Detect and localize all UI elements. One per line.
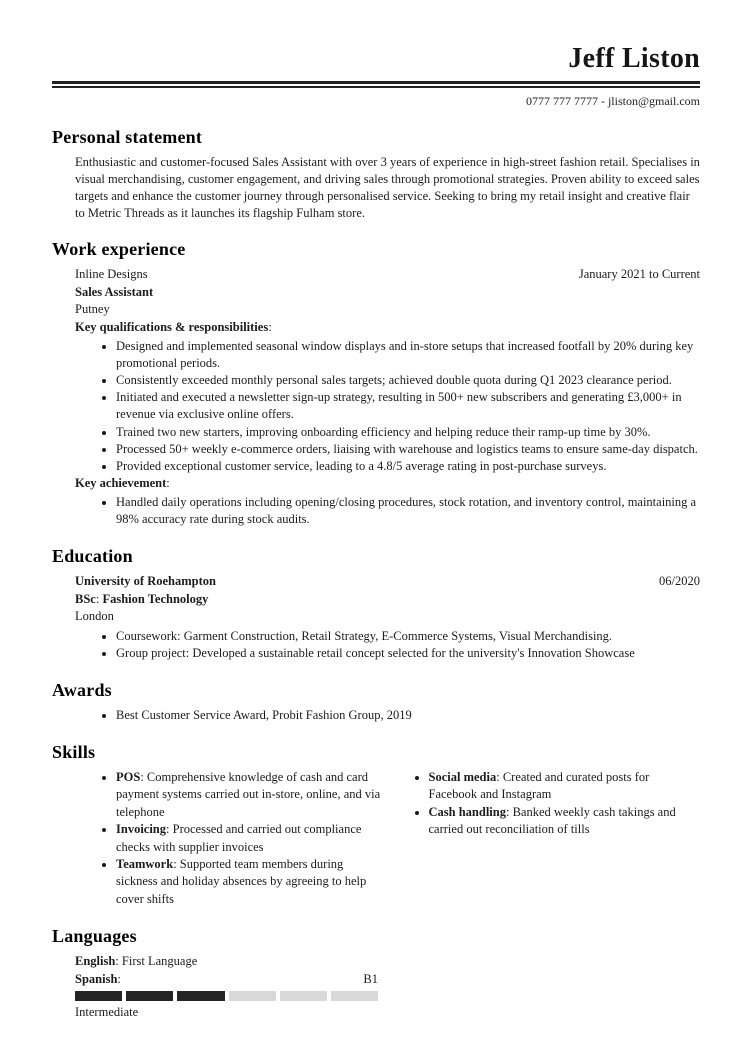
achievement-label: Key achievement: (75, 475, 170, 490)
language-level-segment (126, 991, 173, 1001)
language-spanish: Spanish: B1 (75, 971, 378, 988)
language-level-segment (331, 991, 378, 1001)
list-item: • Consistently exceeded monthly personal sales targets; achieved double quota during Q1 2023 clearance period. (116, 372, 700, 389)
section-title-education: Education (52, 546, 133, 567)
responsibilities-list (75, 338, 700, 475)
awards-list (75, 707, 700, 724)
skill-item: • Invoicing: Processed and carried out compliance checks with supplier invoices (116, 821, 388, 856)
list-item: • Best Customer Service Award, Probit Fashion Group, 2019 (116, 707, 700, 724)
skills-columns (75, 769, 700, 908)
section-title-work-experience: Work experience (52, 239, 186, 260)
language-level-code: B1 (363, 971, 378, 986)
language-level-segment (177, 991, 224, 1001)
skill-item: • POS: Comprehensive knowledge of cash and card payment systems carried out in-store, online, and via telephone (116, 769, 388, 821)
degree-line: BSc: Fashion Technology (75, 591, 209, 606)
achievement-list (75, 494, 700, 528)
employer-row (75, 266, 700, 283)
section-skills (52, 742, 700, 908)
contact-line: 0777 777 7777 - jliston@gmail.com (525, 93, 700, 108)
section-title-skills: Skills (52, 741, 96, 762)
list-item: • Initiated and executed a newsletter sign-up strategy, resulting in 500+ new subscribers and generating £3,000+ in revenue via exclusive online offers. (116, 389, 700, 423)
employment-dates: January 2021 to Current (578, 267, 700, 282)
education-list (75, 628, 700, 662)
list-item: • Group project: Developed a sustainable retail concept selected for the university's Innovation Showcase (116, 645, 700, 662)
section-personal-statement (52, 127, 700, 222)
list-item: • Provided exceptional customer service, leading to a 4.8/5 average rating in post-purchase surveys. (116, 458, 700, 475)
responsibilities-label: Key qualifications & responsibilities: (75, 319, 272, 334)
skill-item: • Cash handling: Banked weekly cash takings and carried out reconciliation of tills (429, 804, 701, 839)
section-title-personal-statement: Personal statement (52, 126, 203, 147)
section-work-experience (52, 239, 700, 528)
skills-list-right (388, 769, 701, 908)
list-item: • Processed 50+ weekly e-commerce orders, liaising with warehouse and logistics teams to ensure same-day dispatch. (116, 441, 700, 458)
list-item: • Designed and implemented seasonal window displays and in-store setups that increased footfall by 20% during key promotional periods. (116, 338, 700, 372)
list-item: • Trained two new starters, improving onboarding efficiency and helping reduce their ramp-up time by 30%. (116, 424, 700, 441)
language-level-segment (280, 991, 327, 1001)
language-level-bar (75, 991, 378, 1001)
section-title-languages: Languages (52, 926, 137, 947)
skills-list-left (75, 769, 388, 908)
section-title-awards: Awards (52, 679, 112, 700)
job-location: Putney (75, 302, 110, 317)
education-row (75, 573, 700, 590)
section-education (52, 546, 700, 661)
skill-item: • Teamwork: Supported team members during sickness and holiday absences by agreeing to help cover shifts (116, 856, 388, 908)
language-level-label: Intermediate (75, 1004, 139, 1019)
language-level-segment (75, 991, 122, 1001)
personal-statement-text: Enthusiastic and customer-focused Sales Assistant with over 3 years of experience in high-street fashion retail. Specialises in visual merchandising, customer engagement, and driving sales through promotional strategies. Proven ability to exceed sales targets and enhance the customer journey through personalised service. Seeking to bring my retail insight and creative flair to Metric Threads as it launches its flagship Fulham store. (75, 154, 700, 220)
candidate-name: Jeff Liston (568, 43, 700, 74)
school-location: London (75, 609, 114, 624)
language-level-segment (229, 991, 276, 1001)
graduation-date: 06/2020 (659, 574, 700, 589)
section-languages (52, 926, 700, 1021)
header-divider (52, 81, 700, 88)
school-name: University of Roehampton (75, 574, 216, 589)
skill-item: • Social media: Created and curated posts for Facebook and Instagram (429, 769, 701, 804)
list-item: • Coursework: Garment Construction, Retail Strategy, E-Commerce Systems, Visual Merchandising. (116, 628, 700, 645)
language-english: English: First Language (75, 954, 198, 969)
employer-name: Inline Designs (75, 267, 148, 282)
list-item: • Handled daily operations including opening/closing procedures, stock rotation, and inventory control, maintaining a 98% accuracy rate during stock audits. (116, 494, 700, 528)
section-awards (52, 680, 700, 724)
job-title: Sales Assistant (75, 284, 154, 299)
